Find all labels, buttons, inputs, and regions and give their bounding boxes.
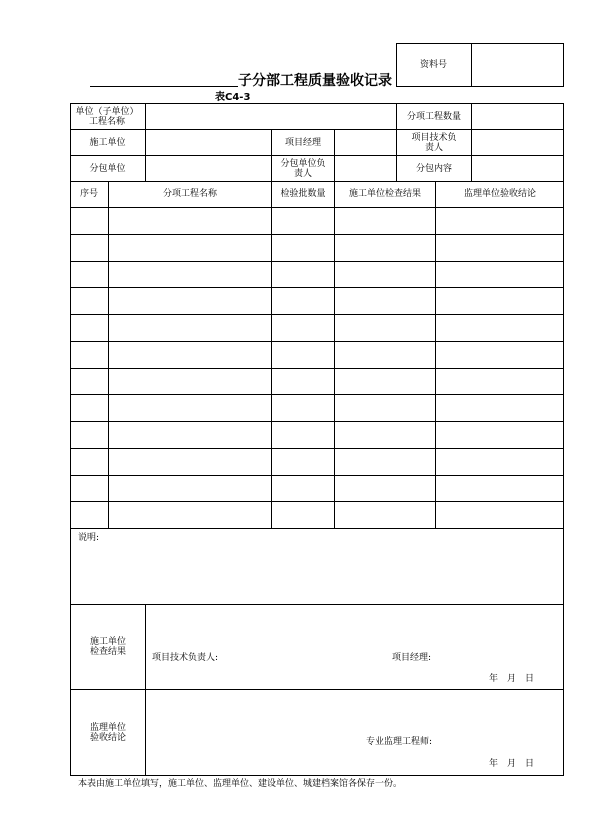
sub-lead-label: 分包单位负责人 [280, 158, 326, 179]
contractor-bottom-line [70, 689, 564, 690]
table-cell-batch-count[interactable] [273, 235, 333, 260]
contractor-field[interactable] [146, 130, 271, 155]
table-cell-item-name[interactable] [110, 262, 270, 287]
table-cell-item-name[interactable] [110, 502, 270, 527]
pm-label: 项目经理 [284, 137, 321, 148]
table-cell-item-name[interactable] [110, 422, 270, 447]
form-code: 表C4-3 [215, 92, 251, 103]
table-cell-contractor-result[interactable] [336, 208, 434, 233]
contractor-tech-lead-label: 项目技术负责人: [152, 653, 219, 663]
table-cell-contractor-result[interactable] [336, 288, 434, 313]
table-cell-supervisor-conclusion[interactable] [437, 235, 563, 260]
table-cell-contractor-result[interactable] [336, 395, 434, 420]
table-cell-supervisor-conclusion[interactable] [437, 315, 563, 340]
header-supervisor-conclusion: 监理单位验收结论 [463, 189, 536, 199]
header-item-name: 分项工程名称 [162, 189, 217, 199]
unit-name-label: 单位（子单位）工程名称 [75, 106, 139, 127]
table-cell-contractor-result[interactable] [336, 422, 434, 447]
tech-lead-label: 项目技术负责人 [411, 132, 457, 153]
table-bottom-line [70, 528, 564, 529]
item-count-field[interactable] [472, 104, 564, 129]
sub-content-label: 分包内容 [415, 163, 452, 174]
page-title: 子分部工程质量验收记录 [238, 73, 392, 89]
header-seq: 序号 [79, 189, 98, 199]
supervisor-date[interactable]: 年 月 日 [489, 759, 535, 769]
footer-note: 本表由施工单位填写，施工单位、监理单位、建设单位、城建档案馆各保存一份。 [78, 779, 403, 789]
table-cell-supervisor-conclusion[interactable] [437, 342, 563, 367]
table-cell-batch-count[interactable] [273, 395, 333, 420]
table-cell-item-name[interactable] [110, 208, 270, 233]
tech-lead-field[interactable] [472, 130, 564, 155]
pm-field[interactable] [335, 130, 396, 155]
table-cell-batch-count[interactable] [273, 342, 333, 367]
table-cell-contractor-result[interactable] [336, 502, 434, 527]
table-cell-contractor-result[interactable] [336, 476, 434, 501]
table-cell-item-name[interactable] [110, 288, 270, 313]
table-cell-supervisor-conclusion[interactable] [437, 208, 563, 233]
table-cell-supervisor-conclusion[interactable] [437, 395, 563, 420]
table-cell-batch-count[interactable] [273, 502, 333, 527]
sub-unit-field[interactable] [146, 156, 271, 181]
sub-content-field[interactable] [472, 156, 564, 181]
contractor-date[interactable]: 年 月 日 [489, 674, 535, 684]
table-cell-seq[interactable] [71, 262, 107, 287]
item-count-label: 分项工程数量 [406, 111, 461, 122]
table-cell-contractor-result[interactable] [336, 262, 434, 287]
table-cell-contractor-result[interactable] [336, 342, 434, 367]
ref-number-value[interactable] [471, 43, 564, 87]
table-cell-item-name[interactable] [110, 315, 270, 340]
table-cell-batch-count[interactable] [273, 422, 333, 447]
table-cell-item-name[interactable] [110, 342, 270, 367]
table-cell-supervisor-conclusion[interactable] [437, 369, 563, 394]
table-cell-seq[interactable] [71, 208, 107, 233]
table-cell-supervisor-conclusion[interactable] [437, 422, 563, 447]
contractor-check-label: 施工单位检查结果 [89, 637, 126, 657]
table-cell-item-name[interactable] [110, 449, 270, 474]
table-cell-contractor-result[interactable] [336, 235, 434, 260]
notes-area[interactable] [72, 545, 562, 603]
sub-unit-label: 分包单位 [89, 163, 126, 174]
table-cell-batch-count[interactable] [273, 262, 333, 287]
table-cell-batch-count[interactable] [273, 208, 333, 233]
signoff-col [145, 604, 146, 776]
table-cell-item-name[interactable] [110, 476, 270, 501]
table-cell-contractor-result[interactable] [336, 369, 434, 394]
table-cell-seq[interactable] [71, 476, 107, 501]
header-contractor-result: 施工单位检查结果 [348, 189, 421, 199]
table-cell-seq[interactable] [71, 342, 107, 367]
table-cell-seq[interactable] [71, 288, 107, 313]
table-cell-item-name[interactable] [110, 395, 270, 420]
ref-number-label: 资料号 [419, 60, 447, 70]
table-cell-seq[interactable] [71, 449, 107, 474]
table-cell-batch-count[interactable] [273, 315, 333, 340]
table-cell-seq[interactable] [71, 395, 107, 420]
supervisor-conclusion-label: 监理单位验收结论 [89, 723, 126, 743]
table-cell-supervisor-conclusion[interactable] [437, 449, 563, 474]
notes-label: 说明: [78, 533, 100, 543]
project-name-underline [90, 86, 238, 87]
table-cell-batch-count[interactable] [273, 288, 333, 313]
unit-name-field[interactable] [146, 104, 396, 129]
table-cell-supervisor-conclusion[interactable] [437, 262, 563, 287]
table-cell-seq[interactable] [71, 235, 107, 260]
table-cell-supervisor-conclusion[interactable] [437, 288, 563, 313]
table-cell-batch-count[interactable] [273, 369, 333, 394]
table-cell-contractor-result[interactable] [336, 315, 434, 340]
table-cell-seq[interactable] [71, 422, 107, 447]
table-cell-item-name[interactable] [110, 235, 270, 260]
table-cell-item-name[interactable] [110, 369, 270, 394]
table-cell-supervisor-conclusion[interactable] [437, 502, 563, 527]
table-cell-seq[interactable] [71, 369, 107, 394]
table-cell-contractor-result[interactable] [336, 449, 434, 474]
table-cell-batch-count[interactable] [273, 449, 333, 474]
supervisor-engineer-label: 专业监理工程师: [366, 737, 433, 747]
contractor-pm-label: 项目经理: [392, 653, 432, 663]
table-cell-seq[interactable] [71, 502, 107, 527]
table-cell-supervisor-conclusion[interactable] [437, 476, 563, 501]
table-cell-seq[interactable] [71, 315, 107, 340]
header-batch-count: 检验批数量 [280, 189, 326, 199]
contractor-label: 施工单位 [89, 137, 126, 148]
table-cell-batch-count[interactable] [273, 476, 333, 501]
sub-lead-field[interactable] [335, 156, 396, 181]
